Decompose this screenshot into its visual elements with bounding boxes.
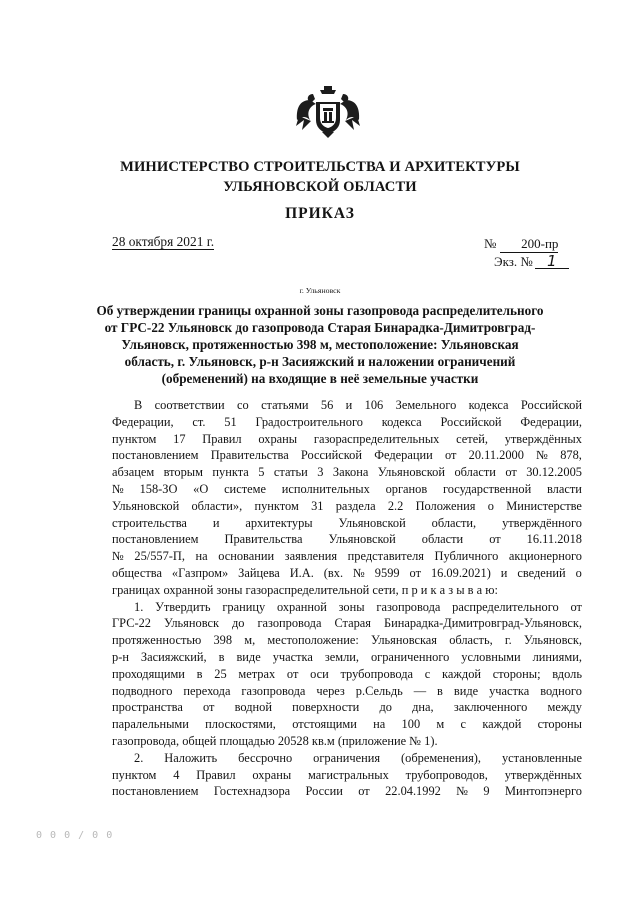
body-line: постановлением Гостехнадзора России от 22.04.1992 № 9 Минтопэнерго (112, 784, 582, 799)
body-line: границах охранной зоны газораспределительной сети, п р и к а з ы в а ю: (112, 582, 498, 597)
copy-number-value: 1 (535, 254, 569, 269)
document-type-heading: ПРИКАЗ (285, 205, 355, 222)
title-line: Ульяновск, протяженностью 398 м, местоположение: Ульяновская (121, 337, 519, 352)
body-line: строительства и архитектуры Ульяновской области, утверждённого (112, 515, 582, 530)
body-line: В соответствии со статьями 56 и 106 Земельного кодекса Российской (134, 398, 582, 412)
body-line: № 25/557-П, на основании заявления представителя Публичного акционерного (112, 549, 582, 564)
document-number (484, 236, 558, 253)
body-line: пунктом 4 Правил охраны магистральных трубопроводов, утверждённых (112, 767, 582, 782)
ministry-name-line-1: МИНИСТЕРСТВО СТРОИТЕЛЬСТВА И АРХИТЕКТУРЫ (120, 159, 520, 175)
title-line: (обременений) на входящие в неё земельные участки (161, 371, 479, 386)
body-line: № 158-ЗО «О системе исполнительных органов государственной власти (112, 481, 582, 496)
coat-of-arms-emblem-icon (296, 86, 360, 138)
body-line: абзацем вторым пункта 5 статьи 3 Закона Ульяновской области от 30.12.2005 (112, 465, 582, 480)
body-line: р-н Засияжский, в виде участка земли, ограниченного условными линиями, (112, 649, 582, 664)
document-date-value: 28 октября 2021 г. (112, 234, 215, 249)
title-line: область, г. Ульяновск, р-н Засияжский и наложении ограничений (124, 354, 516, 369)
title-line: Об утверждении границы охранной зоны газопровода распределительного (96, 303, 544, 318)
body-line: Ульяновской области», пунктом 31 раздела 2.2 Положения о Министерстве (112, 498, 582, 513)
body-line: ГРС-22 Ульяновск до газопровода Старая Бинарадка-Димитровград-Ульяновск, (112, 616, 582, 631)
body-line: протяженностью 398 м, местоположение: Ульяновская область, г. Ульяновск, (112, 633, 582, 648)
document-number-label: № (484, 236, 497, 251)
body-line: пунктом 17 Правил охраны газораспределительных сетей, утверждённых (112, 431, 582, 446)
document-city: г. Ульяновск (299, 286, 341, 295)
body-line: постановлением Правительства Российской Федерации от 20.11.2000 № 878, (112, 448, 582, 463)
document-date (112, 234, 214, 250)
body-line: общества «Газпром» Зайцева И.А. (вх. № 9599 от 16.09.2021) и сведений о (112, 565, 582, 580)
body-line: 2. Наложить бессрочно ограничения (обременения), установленные (134, 750, 582, 765)
body-line: паралельными плоскостями, отстоящими на 100 м с каждой стороны (112, 717, 582, 732)
scan-marks: 0 0 0 / 0 0 (36, 830, 114, 841)
title-line: от ГРС-22 Ульяновск до газопровода Старая Бинарадка-Димитровград- (104, 320, 536, 335)
document-title (0, 302, 640, 387)
document-number-value: 200-пр (500, 236, 558, 253)
body-line: подводного перехода газопровода через р.Сельдь — в виде участка водного (112, 683, 582, 698)
body-line: проходящими в 25 метрах от оси трубопровода с каждой стороны; вдоль (112, 666, 582, 681)
body-line: пространства от водной поверхности до дна, заключенного между (112, 700, 582, 715)
copy-number-label: Экз. № (494, 254, 533, 269)
document-body (112, 397, 582, 800)
copy-number (494, 254, 569, 270)
body-line: Федерации, ст. 51 Градостроительного кодекса Российской Федерации, (112, 414, 582, 429)
body-line: газопровода, общей площадью 20528 кв.м (приложение № 1). (112, 733, 438, 748)
ministry-name-line-2: УЛЬЯНОВСКОЙ ОБЛАСТИ (223, 179, 417, 195)
ministry-name (0, 157, 640, 197)
body-line: постановлением Правительства Ульяновской области от 16.11.2018 (112, 532, 582, 547)
body-line: 1. Утвердить границу охранной зоны газопровода распределительного от (134, 599, 582, 614)
